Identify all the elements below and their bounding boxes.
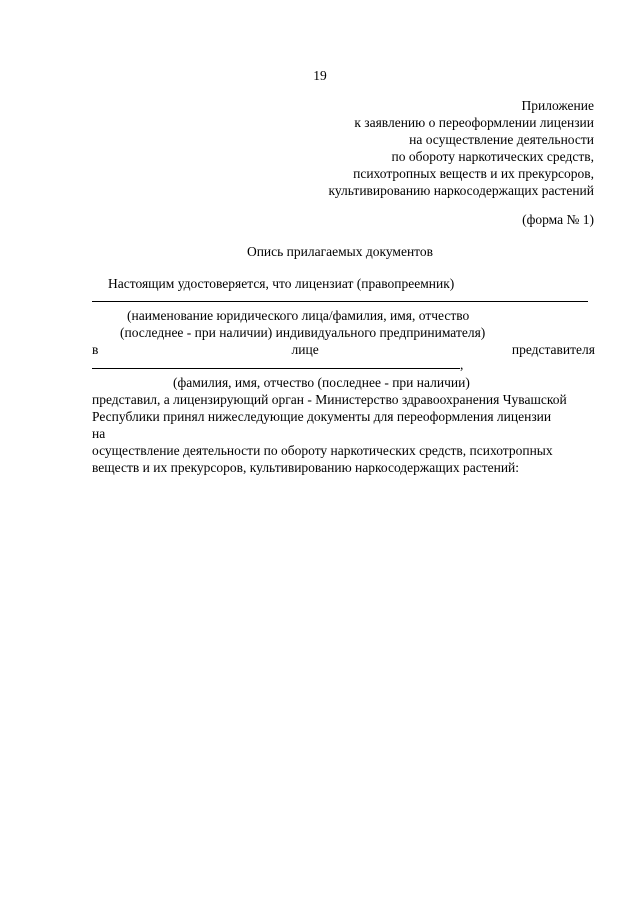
appendix-header (329, 97, 594, 199)
appendix-line: на осуществление деятельности (409, 132, 594, 147)
representative-line (92, 341, 595, 358)
body-paragraph (92, 391, 595, 476)
body-line: на (92, 426, 106, 441)
rep-word-person: лице (291, 342, 319, 357)
form-label: (форма № 1) (522, 212, 594, 227)
licensee-name-caption: (наименование юридического лица/фамилия, имя, отчество (127, 308, 470, 323)
page-number: 19 (313, 68, 327, 83)
body-line: веществ и их прекурсоров, культивированию наркосодержащих растений: (92, 460, 520, 475)
body-line: осуществление деятельности по обороту наркотических средств, психотропных (92, 443, 553, 458)
blank-line-comma: , (460, 357, 464, 372)
representative-name-blank-line (92, 368, 460, 369)
intro-text: Настоящим удостоверяется, что лицензиат (правопреемник) (108, 276, 455, 291)
appendix-line: культивированию наркосодержащих растений (328, 183, 594, 198)
appendix-line: психотропных веществ и их прекурсоров, (353, 166, 594, 181)
appendix-line: к заявлению о переоформлении лицензии (354, 115, 594, 130)
rep-word-representative: представителя (511, 342, 595, 357)
licensee-name-blank-line (92, 301, 588, 302)
appendix-line: Приложение (521, 98, 594, 113)
body-line: представил, а лицензирующий орган - Министерство здравоохранения Чувашской (92, 392, 567, 407)
appendix-line: по обороту наркотических средств, (391, 149, 594, 164)
body-line: Республики принял нижеследующие документы для переоформления лицензии (92, 409, 552, 424)
document-title: Опись прилагаемых документов (246, 244, 434, 259)
rep-word-in: в (92, 342, 99, 357)
licensee-name-caption-continued: (последнее - при наличии) индивидуального предпринимателя) (120, 325, 486, 340)
representative-name-caption: (фамилия, имя, отчество (последнее - при наличии) (173, 375, 470, 390)
